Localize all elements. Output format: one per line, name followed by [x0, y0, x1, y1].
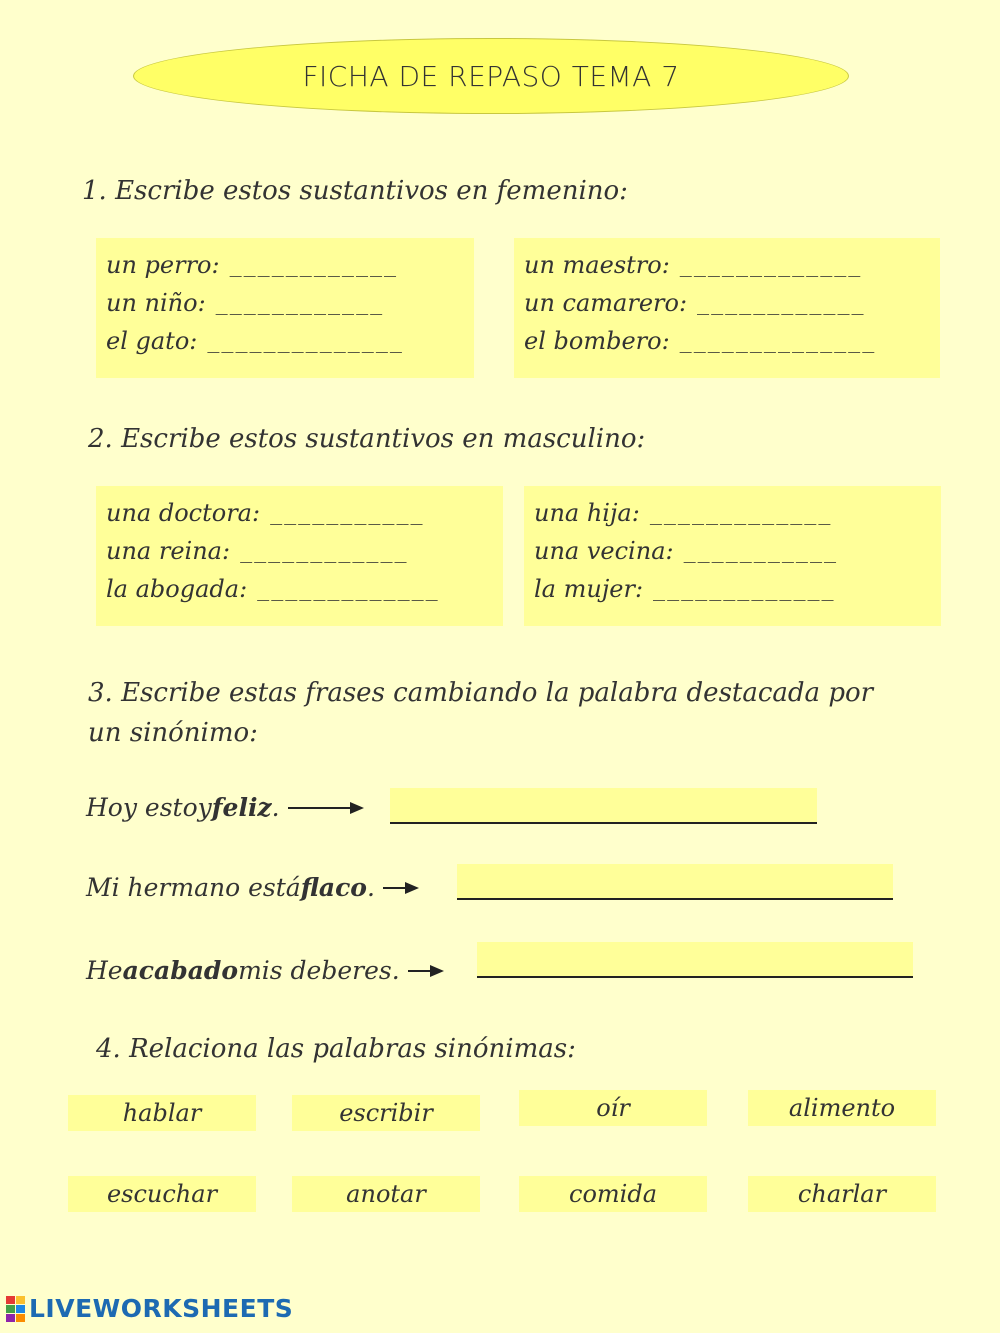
exercise-1-item: un niño: ____________: [106, 289, 385, 317]
sentence-3-answer-field[interactable]: [477, 942, 913, 978]
exercise-1-item: un maestro: _____________: [524, 251, 863, 279]
word-card-charlar[interactable]: charlar: [748, 1176, 936, 1212]
arrow-icon: [381, 873, 421, 902]
exercise-2-item: la abogada: _____________: [106, 575, 440, 603]
arrow-icon: [286, 793, 366, 822]
title-banner: [133, 38, 849, 114]
exercise-4-heading: 4. Relaciona las palabras sinónimas:: [96, 1034, 576, 1064]
exercise-1-left-box: [96, 238, 474, 378]
arrow-icon: [406, 956, 446, 985]
sentence-2-answer-field[interactable]: [457, 864, 893, 900]
brand-name: LIVEWORKSHEETS: [29, 1294, 294, 1323]
answer-blank[interactable]: ___________: [683, 539, 839, 563]
word-card-anotar[interactable]: anotar: [292, 1176, 480, 1212]
exercise-2-right-box: [524, 486, 941, 626]
highlighted-word: flaco: [300, 873, 367, 902]
answer-blank[interactable]: ____________: [240, 539, 409, 563]
exercise-2-item: una vecina: ___________: [534, 537, 839, 565]
exercise-3-heading-line2: un sinónimo:: [88, 718, 258, 748]
exercise-1-item: un perro: ____________: [106, 251, 399, 279]
exercise-2-item: una doctora: ___________: [106, 499, 425, 527]
word-card-hablar[interactable]: hablar: [68, 1095, 256, 1131]
word-card-escuchar[interactable]: escuchar: [68, 1176, 256, 1212]
answer-blank[interactable]: _____________: [649, 501, 833, 525]
liveworksheets-logo-icon: [6, 1296, 25, 1322]
answer-blank[interactable]: _____________: [679, 253, 863, 277]
exercise-2-item: la mujer: _____________: [534, 575, 836, 603]
page-title: FICHA DE REPASO TEMA 7: [302, 59, 680, 93]
word-card-alimento[interactable]: alimento: [748, 1090, 936, 1126]
exercise-1-item: el gato: ______________: [106, 327, 404, 355]
word-card-oir[interactable]: oír: [519, 1090, 707, 1126]
sentence-1-answer-field[interactable]: [390, 788, 817, 824]
highlighted-word: acabado: [122, 956, 239, 985]
answer-blank[interactable]: _____________: [257, 577, 440, 601]
exercise-2-item: una reina: ____________: [106, 537, 409, 565]
exercise-2-item: una hija: _____________: [534, 499, 833, 527]
answer-blank[interactable]: ____________: [229, 253, 399, 277]
exercise-3-heading-line1: 3. Escribe estas frases cambiando la palabra destacada por: [88, 678, 874, 708]
sentence-2: Mi hermano está flaco .: [86, 873, 427, 902]
answer-blank[interactable]: ______________: [207, 329, 404, 353]
answer-blank[interactable]: ___________: [270, 501, 425, 525]
footer-brand[interactable]: [6, 1294, 293, 1323]
word-card-escribir[interactable]: escribir: [292, 1095, 480, 1131]
sentence-1: Hoy estoy feliz .: [86, 793, 372, 822]
answer-blank[interactable]: ____________: [697, 291, 866, 315]
word-card-comida[interactable]: comida: [519, 1176, 707, 1212]
exercise-1-item: un camarero: ____________: [524, 289, 866, 317]
exercise-1-item: el bombero: ______________: [524, 327, 877, 355]
answer-blank[interactable]: _____________: [653, 577, 836, 601]
exercise-2-heading: 2. Escribe estos sustantivos en masculino:: [88, 424, 646, 454]
highlighted-word: feliz: [211, 793, 272, 822]
answer-blank[interactable]: ______________: [679, 329, 877, 353]
answer-blank[interactable]: ____________: [215, 291, 385, 315]
exercise-2-left-box: [96, 486, 503, 626]
exercise-1-heading: 1. Escribe estos sustantivos en femenino:: [82, 176, 628, 206]
sentence-3: He acabado mis deberes.: [86, 956, 452, 985]
exercise-1-right-box: [514, 238, 940, 378]
